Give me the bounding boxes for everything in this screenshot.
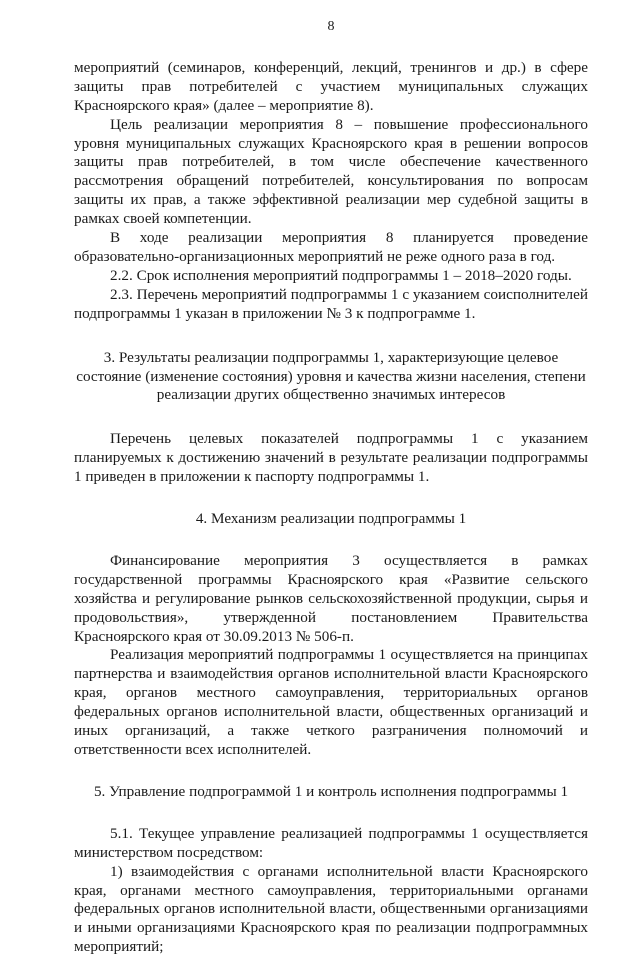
page-number: 8	[327, 19, 335, 34]
paragraph-management: 5.1. Текущее управление реализацией подпрограммы 1 осуществляется министерством посредством:	[74, 824, 588, 861]
section-heading-5: 5. Управление подпрограммой 1 и контроль исполнения подпрограммы 1	[93, 782, 569, 800]
paragraph-events-plan: В ходе реализации мероприятия 8 планируется проведение образовательно-организационных мероприятий не реже одного раза в год.	[74, 229, 588, 265]
paragraph-continuation: мероприятий (семинаров, конференций, лекций, тренингов и др.) в сфере защиты прав потребителей с участием муниципальных служащих Красноярского края» (далее – мероприятие 8).	[74, 58, 588, 114]
document-page	[74, 18, 588, 957]
paragraph-financing: Финансирование мероприятия 3 осуществляется в рамках государственной программы Красноярского края «Развитие сельского хозяйства и регулирование рынков сельскохозяйственной продукции, сырья и продовольствия», утвержденной постановлением Правительства Красноярского края от 30.09.2013 № 506-п.	[74, 551, 588, 645]
paragraph-goal: Цель реализации мероприятия 8 – повышение профессионального уровня муниципальных служащих Красноярского края в решении вопросов защиты прав потребителей, в том числе обеспечение качественного рассмотрения обращений потребителей, консультирования по вопросам защиты их прав, а также эффективной реализации мер судебной защиты в рамках своей компетенции.	[74, 115, 588, 228]
section-heading-4: 4. Механизм реализации подпрограммы 1	[195, 510, 467, 528]
section-heading-3: 3. Результаты реализации подпрограммы 1, характеризующие целевое состояние (изменение состояния) уровня и качества жизни населения, степени реализации других общественно значимых интересов	[76, 348, 586, 404]
paragraph-implementation: Реализация мероприятий подпрограммы 1 осуществляется на принципах партнерства и взаимодействия органов исполнительной власти Красноярского края, органов местного самоуправления, территориальных органов федеральных органов исполнительной власти, общественных организаций и иных организаций, а также четкого разграничения полномочий и ответственности всех исполнителей.	[74, 646, 588, 758]
paragraph-event-list: 2.3. Перечень мероприятий подпрограммы 1 с указанием соисполнителей подпрограммы 1 указан в приложении № 3 к подпрограмме 1.	[74, 285, 588, 322]
paragraph-term: 2.2. Срок исполнения мероприятий подпрограммы 1 – 2018–2020 годы.	[110, 266, 572, 284]
paragraph-indicators: Перечень целевых показателей подпрограммы 1 с указанием планируемых к достижению значений в результате реализации подпрограммы 1 приведен в приложении к паспорту подпрограммы 1.	[74, 430, 588, 486]
paragraph-interaction: 1) взаимодействия с органами исполнительной власти Красноярского края, органами местного самоуправления, территориальными органами федеральных органов исполнительной власти, общественными организациями и иными организациями Красноярского края по реализации подпрограммных мероприятий;	[74, 862, 588, 956]
